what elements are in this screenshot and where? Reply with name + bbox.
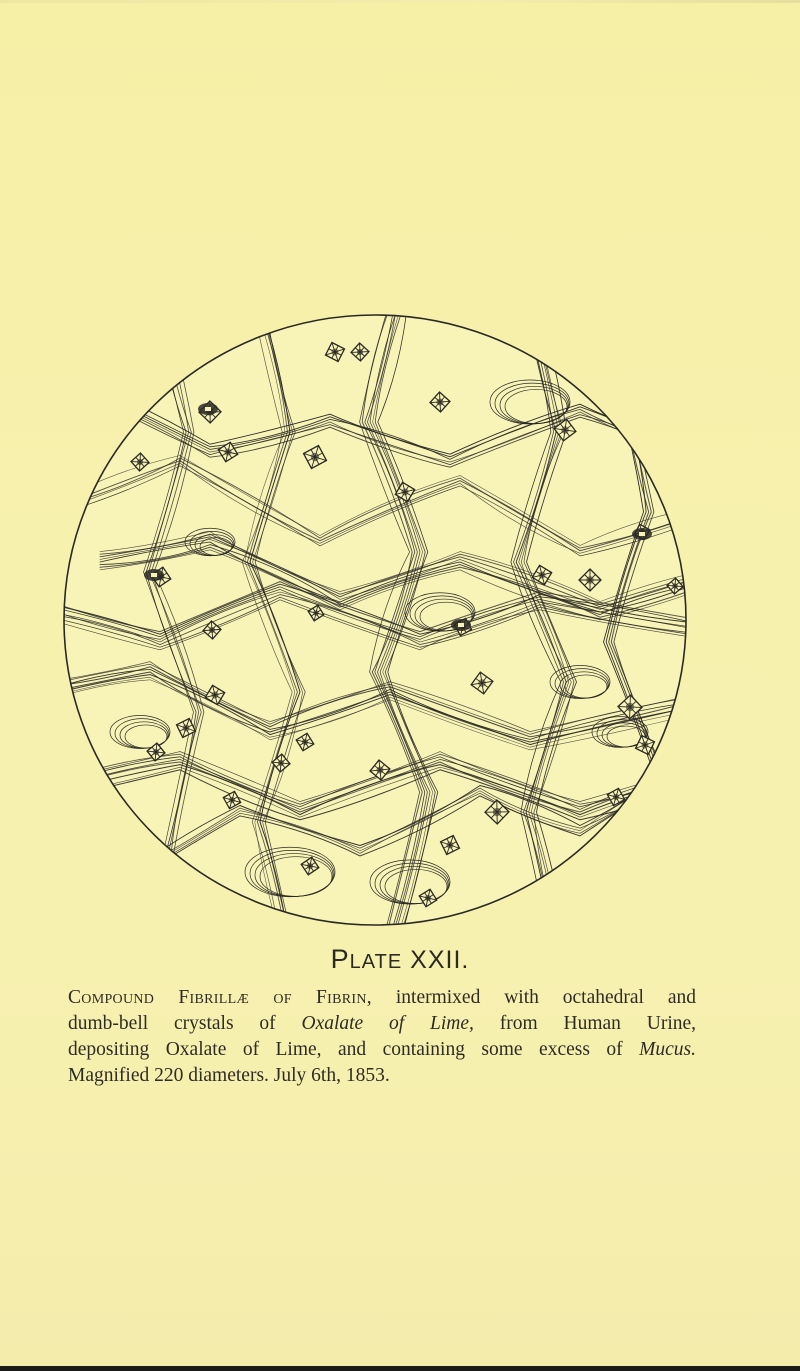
page-bottom-edge <box>0 1366 800 1371</box>
caption-line2-c: from Human Urine, <box>499 1013 697 1034</box>
plate-caption <box>68 985 696 1089</box>
caption-line-2 <box>68 1011 696 1037</box>
dumb-bell-crystal <box>144 569 164 581</box>
caption-line-4: Magnified 220 diameters. July 6th, 1853. <box>68 1065 390 1086</box>
microscope-field-illustration <box>60 312 690 928</box>
field-circle <box>64 315 686 925</box>
caption-oxalate-of-lime: Oxalate of Lime, <box>301 1013 474 1034</box>
caption-line-1 <box>68 985 696 1011</box>
caption-mucus: Mucus. <box>639 1039 696 1060</box>
caption-line2-a: dumb-bell crystals of <box>68 1013 276 1034</box>
caption-line3-a: depositing Oxalate of Lime, and containing some excess of <box>68 1039 623 1060</box>
plate-title-word: PLATE <box>330 944 403 974</box>
page-top-edge <box>0 0 800 3</box>
plate-title-number: XXII. <box>410 946 470 974</box>
dumb-bell-crystal <box>451 619 471 631</box>
caption-lead: Compound Fibrillæ of Fibrin, <box>68 987 372 1008</box>
caption-line-3 <box>68 1037 696 1063</box>
dumb-bell-crystal <box>632 528 652 540</box>
caption-line1-rest: intermixed with octahedral and <box>395 987 697 1008</box>
plate-title <box>0 944 800 975</box>
dumb-bell-crystal <box>198 403 218 415</box>
